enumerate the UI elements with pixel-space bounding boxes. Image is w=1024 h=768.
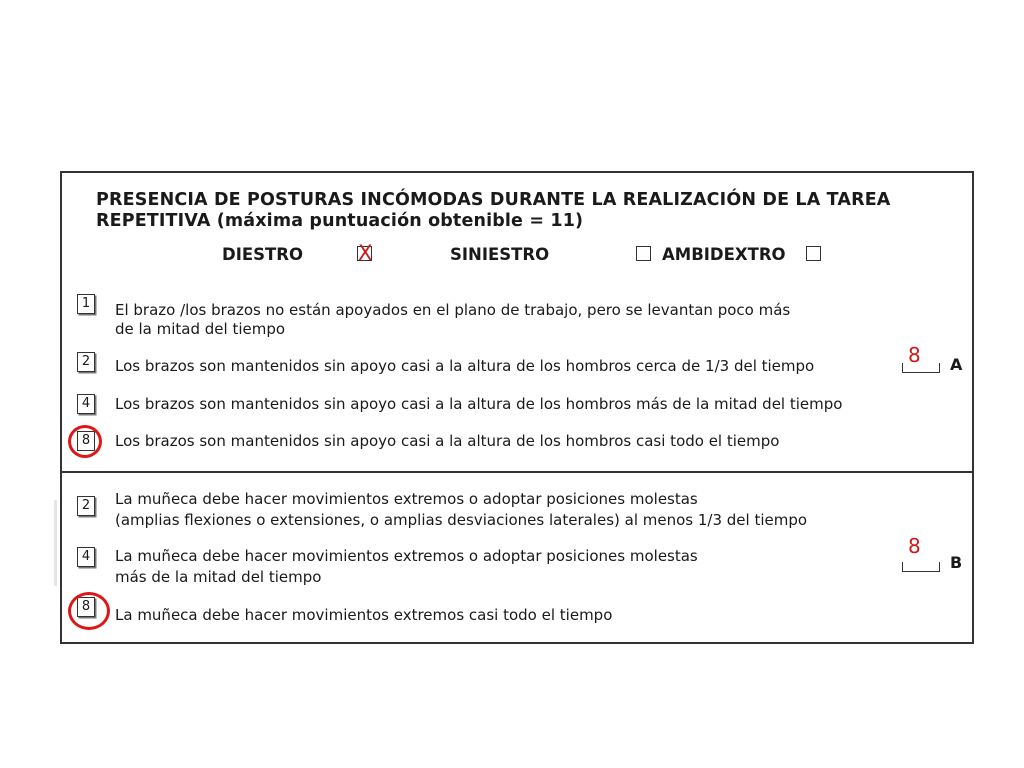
section-a-letter: A: [950, 355, 963, 374]
score-box-b-4[interactable]: 4: [77, 547, 95, 567]
form-title-line-2: REPETITIVA (máxima puntuación obtenible = 11): [96, 211, 584, 231]
red-circle-annotation: [68, 592, 110, 630]
item-b-2-line-1: La muñeca debe hacer movimientos extremos o adoptar posiciones molestas: [115, 547, 698, 565]
item-a-1-line-1: El brazo /los brazos no están apoyados en el plano de trabajo, pero se levantan poco más: [115, 301, 791, 319]
item-b-1-line-2: (amplias flexiones o extensiones, o amplias desviaciones laterales) al menos 1/3 del tiempo: [115, 511, 808, 529]
section-b-handwritten-score: 8: [908, 534, 921, 558]
item-b-3-line-1: La muñeca debe hacer movimientos extremos casi todo el tiempo: [115, 606, 613, 624]
score-box-a-4[interactable]: 4: [77, 394, 95, 414]
form-title-line-1: PRESENCIA DE POSTURAS INCÓMODAS DURANTE LA REALIZACIÓN DE LA TAREA: [96, 190, 891, 210]
section-divider: [62, 471, 972, 473]
diestro-x-mark: X: [358, 241, 373, 265]
red-circle-annotation: [68, 425, 102, 458]
item-a-3-line-1: Los brazos son mantenidos sin apoyo casi a la altura de los hombros más de la mitad del tiempo: [115, 395, 843, 413]
score-box-a-8[interactable]: 8: [77, 431, 95, 451]
item-a-4-line-1: Los brazos son mantenidos sin apoyo casi a la altura de los hombros casi todo el tiempo: [115, 432, 780, 450]
item-b-2-line-2: más de la mitad del tiempo: [115, 568, 322, 586]
item-a-1-line-2: de la mitad del tiempo: [115, 320, 286, 338]
score-box-a-1[interactable]: 1: [77, 294, 95, 314]
score-box-a-2[interactable]: 2: [77, 352, 95, 372]
diestro-label: DIESTRO: [222, 245, 303, 264]
score-box-b-2[interactable]: 2: [77, 496, 95, 516]
siniestro-label: SINIESTRO: [450, 245, 550, 264]
section-b-letter: B: [950, 553, 963, 572]
ambidextro-checkbox[interactable]: [806, 246, 821, 261]
siniestro-checkbox[interactable]: [636, 246, 651, 261]
ambidextro-label: AMBIDEXTRO: [662, 245, 786, 264]
page-edge-mark: [54, 500, 57, 586]
item-a-2-line-1: Los brazos son mantenidos sin apoyo casi a la altura de los hombros cerca de 1/3 del tiempo: [115, 357, 815, 375]
score-box-b-8[interactable]: 8: [77, 597, 95, 617]
section-a-score-bracket: [902, 363, 940, 373]
item-b-1-line-1: La muñeca debe hacer movimientos extremos o adoptar posiciones molestas: [115, 490, 698, 508]
section-a-handwritten-score: 8: [908, 343, 921, 367]
section-b-score-bracket: [902, 562, 940, 572]
